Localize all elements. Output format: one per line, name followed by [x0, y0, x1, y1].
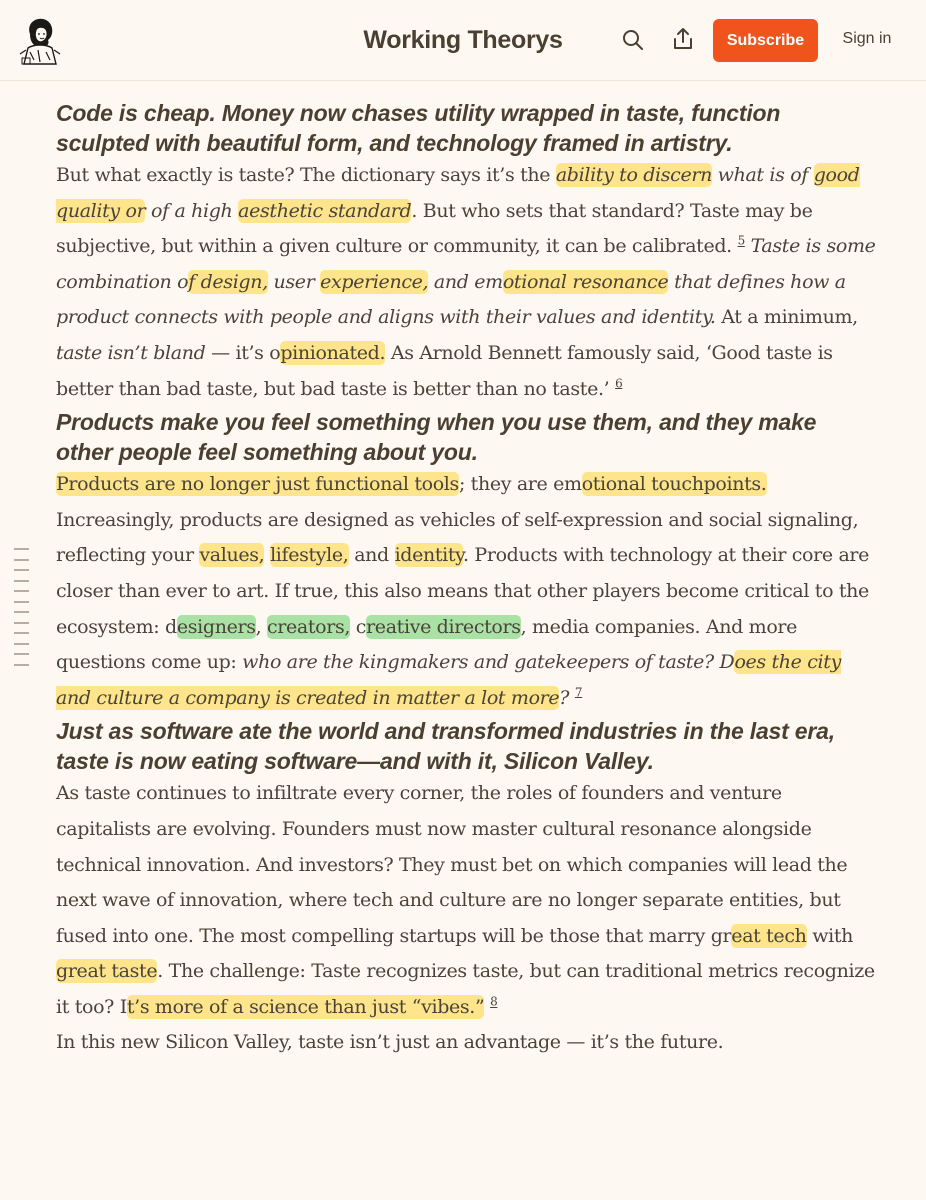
text-run: . The challenge: Taste recognizes taste, but can traditional metrics recognize it too? I	[56, 960, 875, 1018]
paragraph-conclusion: In this new Silicon Valley, taste isn’t just an advantage — it’s the future.	[56, 1031, 724, 1054]
toc-marker[interactable]	[14, 664, 29, 666]
highlight: lifestyle,	[270, 544, 349, 567]
text-run: , media companies. And more questions come up:	[56, 615, 798, 674]
section-heading: Products make you feel something when you use them, and they make other people feel something about you.	[56, 409, 817, 466]
text-run: . Products with technology at their core are closer than ever to art. If true, this also means that other players become critical to the ecosystem: d	[56, 544, 870, 638]
text-run: what is of	[711, 164, 814, 186]
toc-marker[interactable]	[14, 580, 29, 582]
paragraph-products-emotion	[56, 467, 876, 716]
toc-marker[interactable]	[14, 559, 29, 561]
highlight: experience,	[320, 270, 429, 293]
highlight: Products are no longer just functional tools	[56, 473, 459, 496]
text-run: But what exactly is taste? The dictionary says it’s the	[56, 164, 556, 186]
toc-marker[interactable]	[14, 611, 29, 613]
footnote-link[interactable]: 5	[737, 233, 745, 248]
text-run: c	[350, 615, 367, 638]
subscribe-button[interactable]: Subscribe	[713, 19, 818, 62]
text-run: user	[267, 270, 321, 293]
logo-illustration[interactable]	[16, 14, 62, 68]
highlight: aesthetic standard	[238, 199, 412, 222]
highlight: otional resonance	[502, 270, 669, 293]
site-header	[0, 0, 926, 81]
text-run: who are the kingmakers and gatekeepers of taste?	[242, 651, 720, 674]
text-run: ,	[255, 615, 267, 638]
highlight: good quality or	[56, 164, 860, 222]
text-run: Taste is some combination o	[56, 235, 876, 293]
text-run: — it’s o	[205, 341, 281, 364]
paragraph-silicon-valley	[56, 776, 876, 1025]
section-heading: Just as software ate the world and transformed industries in the last era, taste is now eating software—and with it, Silicon Valley.	[56, 718, 835, 775]
highlight: values,	[199, 544, 265, 567]
section-heading: Code is cheap. Money now chases utility wrapped in taste, function sculpted with beautiful form, and technology framed in artistry.	[56, 100, 781, 156]
sign-in-link[interactable]: Sign in	[842, 30, 892, 47]
toc-marker[interactable]	[14, 590, 29, 592]
toc-marker[interactable]	[14, 643, 29, 645]
highlight: identity	[394, 544, 464, 567]
share-icon[interactable]	[671, 27, 695, 51]
toc-marker[interactable]	[14, 548, 29, 550]
article-body	[56, 98, 876, 1061]
text-run: of a high	[145, 199, 239, 222]
highlight: oes the city and culture a company is created in matter a lot more	[56, 651, 841, 709]
highlight: otional touchpoints.	[581, 473, 767, 496]
highlight: ability to discern	[555, 164, 712, 186]
highlight-green: reative directors	[366, 615, 521, 638]
highlight: t’s more of a science than just “vibes.”	[126, 995, 485, 1018]
footnote-link[interactable]: 6	[615, 376, 623, 391]
text-run: Increasingly, products are designed as vehicles of self-expression and social signaling, reflecting your	[56, 508, 859, 567]
text-run: taste isn’t bland	[56, 341, 206, 364]
highlight: eat tech	[731, 924, 807, 947]
text-run: and	[348, 544, 395, 567]
text-run: As Arnold Bennett famously said, ‘Good taste is better than bad taste, but bad taste is better than no taste.’	[56, 341, 833, 400]
site-title[interactable]: Working Theorys	[363, 26, 563, 54]
text-run: D	[719, 651, 735, 674]
highlight-green: creators,	[267, 615, 351, 638]
highlight-green: esigners	[176, 615, 256, 638]
footnote-link[interactable]: 8	[490, 994, 498, 1009]
text-run: and em	[428, 270, 503, 293]
logo-illustration-svg	[16, 14, 62, 68]
text-run: that defines how a product connects with people and aligns with their values and identity.	[56, 270, 846, 329]
paragraph-taste-definition	[56, 158, 876, 407]
text-run: . But who sets that standard? Taste may be subjective, but within a given culture or community, it can be calibrated.	[56, 199, 813, 258]
toc-marker[interactable]	[14, 569, 29, 571]
toc-marker[interactable]	[14, 653, 29, 655]
table-of-contents-rail[interactable]	[14, 548, 30, 674]
highlight: pinionated.	[280, 341, 386, 364]
footnote-link[interactable]: 7	[574, 685, 583, 700]
search-icon[interactable]	[621, 28, 645, 52]
toc-marker[interactable]	[14, 632, 29, 634]
text-run: with	[806, 924, 854, 947]
text-run: ; they are em	[458, 473, 582, 496]
toc-marker[interactable]	[14, 622, 29, 624]
highlight: great taste	[56, 960, 158, 983]
highlight: f design,	[188, 270, 268, 293]
text-run: At a minimum,	[715, 306, 858, 329]
text-run: As taste continues to infiltrate every corner, the roles of founders and venture capitalists are evolving. Founders must now master cultural resonance alongside technical innovation. And investors? They must bet on which companies will lead the next wave of innovation, where tech and culture are no longer separate entities, but fused into one. The most compelling startups will be those that marry gr	[56, 782, 848, 947]
text-run: ?	[559, 686, 570, 709]
toc-marker[interactable]	[14, 601, 29, 603]
